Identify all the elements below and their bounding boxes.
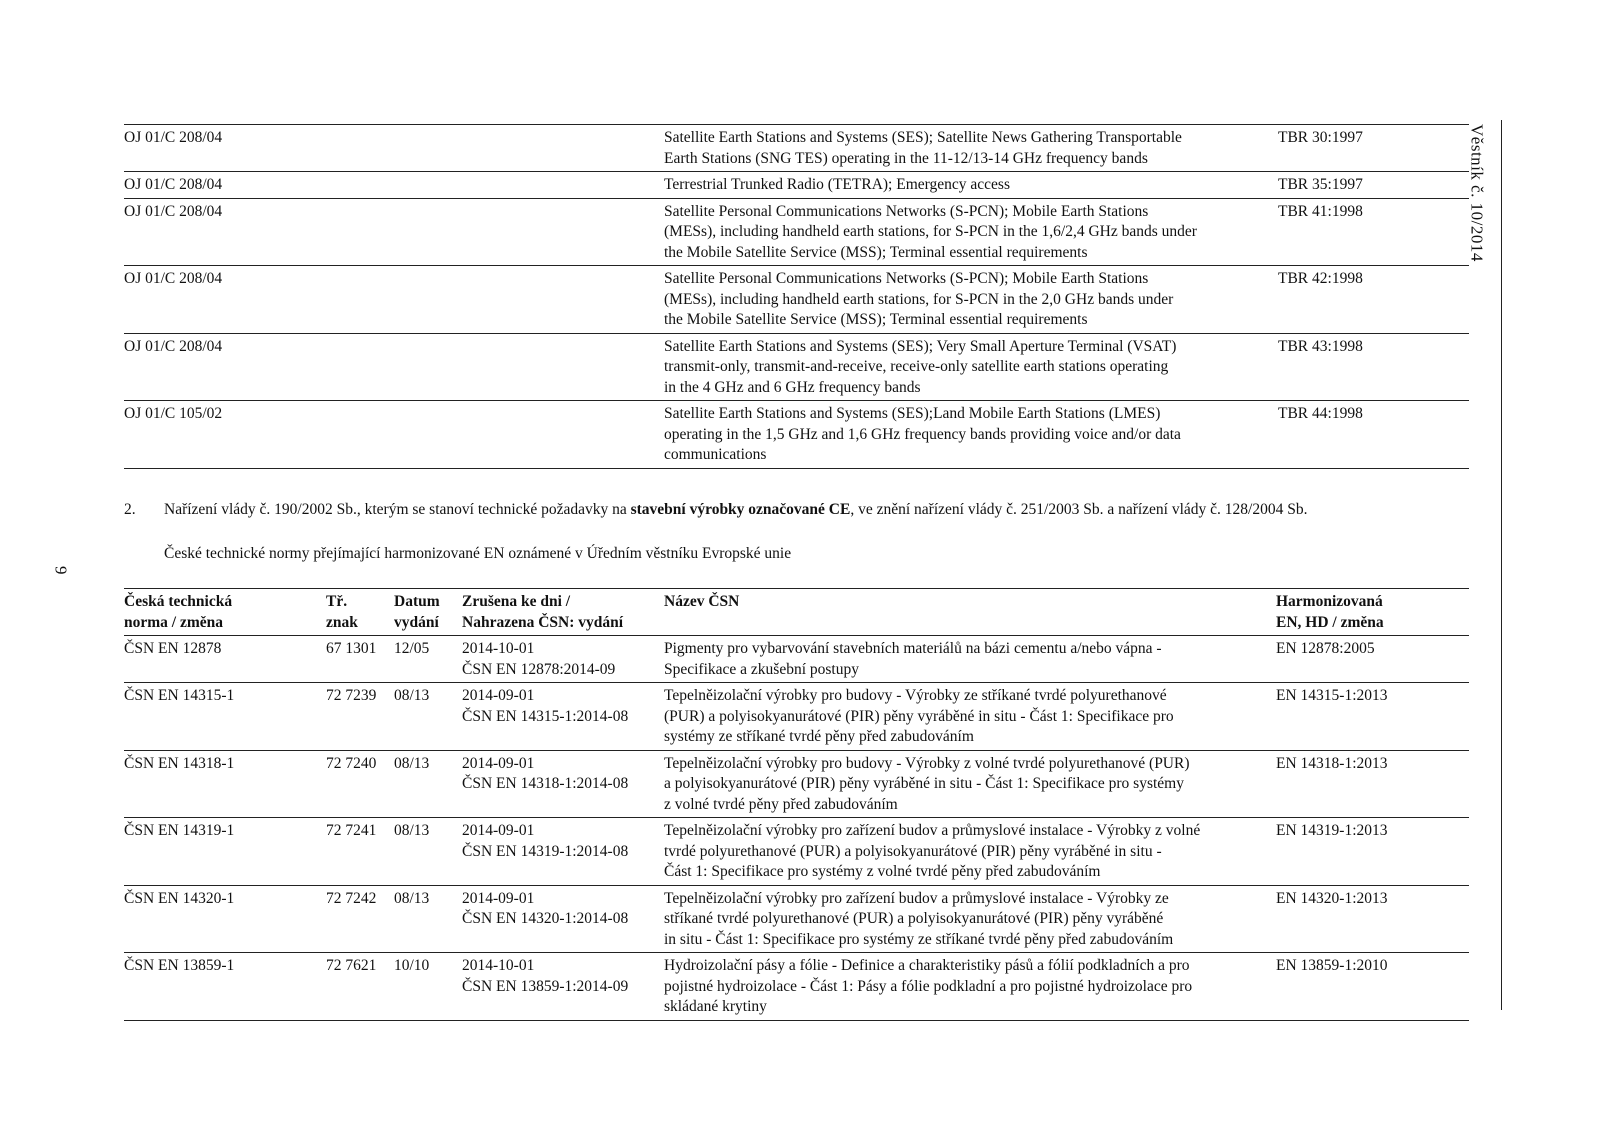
class-mark-cell: 72 7621 — [326, 953, 394, 1021]
class-mark-cell: 72 7240 — [326, 750, 394, 818]
harmonized-en-cell: EN 14318-1:2013 — [1276, 750, 1469, 818]
table-row — [124, 266, 1469, 334]
issue-date-cell: 12/05 — [394, 640, 430, 657]
upper-table-body — [124, 125, 1469, 469]
norm-cell: ČSN EN 14315-1 — [124, 683, 326, 751]
header-nazev: Název ČSN — [664, 589, 1276, 636]
table-row — [124, 636, 1469, 683]
table-row — [124, 172, 1469, 199]
harmonized-en-cell: EN 14315-1:2013 — [1276, 683, 1469, 751]
oj-reference-cell: OJ 01/C 208/04 — [124, 172, 664, 199]
issue-date-cell: 08/13 — [394, 818, 462, 886]
csn-title-cell: Tepelněizolační výrobky pro zařízení budov a průmyslové instalace - Výrobky z volné tvrdé polyurethanové (PUR) a polyisokyanurátové (PIR) pěny vyráběné in situ - Část 1: Specifikace pro systémy z volné tvrdé pěny před zabudováním — [664, 818, 1276, 886]
issue-date-cell: 10/10 — [394, 953, 462, 1021]
section-text-before: Nařízení vlády č. 190/2002 Sb., kterým se stanoví technické požadavky na — [164, 501, 631, 518]
norm-cell: ČSN EN 14318-1 — [124, 750, 326, 818]
class-mark-cell: 72 7239 — [326, 683, 394, 751]
table-row — [124, 750, 1469, 818]
norm-cell: ČSN EN 12878 — [124, 640, 222, 657]
section-number: 2. — [124, 501, 136, 518]
csn-title-cell: Hydroizolační pásy a fólie - Definice a charakteristiky pásů a fólií podkladních a pro pojistné hydroizolace - Část 1: Pásy a fólie podkladní a pro pojistné hydroizolace pro skládané krytiny — [664, 953, 1276, 1021]
standard-code-cell: TBR 30:1997 — [1278, 129, 1363, 146]
harmonized-en-cell: EN 14319-1:2013 — [1276, 818, 1469, 886]
harmonized-en-cell: EN 14320-1:2013 — [1276, 885, 1469, 953]
section-2-paragraph — [124, 500, 1454, 521]
standard-title-cell: Satellite Personal Communications Networks (S-PCN); Mobile Earth Stations (MESs), including handheld earth stations, for S-PCN in the 2,0 GHz bands under the Mobile Satellite Service (MSS); Terminal essential requirements — [664, 266, 1278, 334]
upper-standards-table — [124, 124, 1469, 469]
csn-title-cell: Tepelněizolační výrobky pro budovy - Výrobky ze stříkané tvrdé polyurethanové (PUR) a polyisokyanurátové (PIR) pěny vyráběné in situ - Část 1: Specifikace pro systémy ze stříkané tvrdé pěny před zabudováním — [664, 683, 1276, 751]
withdrawn-cell: 2014-09-01 ČSN EN 14318-1:2014-08 — [462, 750, 664, 818]
section-text-after: , ve znění nařízení vlády č. 251/2003 Sb. a nařízení vlády č. 128/2004 Sb. — [850, 501, 1308, 518]
oj-reference-cell: OJ 01/C 105/02 — [124, 401, 664, 469]
standard-title-cell: Satellite Personal Communications Networks (S-PCN); Mobile Earth Stations (MESs), including handheld earth stations, for S-PCN in the 1,6/2,4 GHz bands under the Mobile Satellite Service (MSS); Terminal essential requirements — [664, 198, 1278, 266]
standard-code-cell: TBR 42:1998 — [1278, 266, 1469, 334]
table-row — [124, 683, 1469, 751]
standard-title-cell: Satellite Earth Stations and Systems (SES); Satellite News Gathering Transportable Earth Stations (SNG TES) operating in the 11-12/13-14 GHz frequency bands — [664, 129, 1182, 167]
withdrawn-cell: 2014-09-01 ČSN EN 14315-1:2014-08 — [462, 683, 664, 751]
side-divider — [1501, 120, 1502, 1010]
standard-code-cell: TBR 43:1998 — [1278, 333, 1469, 401]
section-text-bold: stavební výrobky označované CE — [630, 501, 851, 518]
norm-cell: ČSN EN 13859-1 — [124, 953, 326, 1021]
issue-date-cell: 08/13 — [394, 885, 462, 953]
standard-code-cell: TBR 44:1998 — [1278, 401, 1469, 469]
oj-reference-cell: OJ 01/C 208/04 — [124, 129, 223, 146]
standard-code-cell: TBR 35:1997 — [1278, 172, 1469, 199]
withdrawn-cell: 2014-10-01 ČSN EN 13859-1:2014-09 — [462, 953, 664, 1021]
journal-issue-label: Věstník č. 10/2014 — [1467, 124, 1487, 262]
header-datum: Datum vydání — [394, 589, 462, 636]
table-row — [124, 333, 1469, 401]
table-row — [124, 818, 1469, 886]
norm-cell: ČSN EN 14319-1 — [124, 818, 326, 886]
header-row — [124, 589, 1469, 636]
csn-title-cell: Tepelněizolační výrobky pro zařízení budov a průmyslové instalace - Výrobky ze stříkané tvrdé polyurethanové (PUR) a polyisokyanurátové (PIR) pěny vyráběné in situ - Část 1: Specifikace pro systémy ze stříkané tvrdé pěny před zabudováním — [664, 885, 1276, 953]
harmonized-en-cell: EN 12878:2005 — [1276, 640, 1375, 657]
table-row — [124, 401, 1469, 469]
oj-reference-cell: OJ 01/C 208/04 — [124, 198, 664, 266]
class-mark-cell: 72 7242 — [326, 885, 394, 953]
norm-cell: ČSN EN 14320-1 — [124, 885, 326, 953]
table-row — [124, 953, 1469, 1021]
oj-reference-cell: OJ 01/C 208/04 — [124, 266, 664, 334]
csn-table-header — [124, 589, 1469, 636]
issue-date-cell: 08/13 — [394, 750, 462, 818]
csn-title-cell: Pigmenty pro vybarvování stavebních materiálů na bázi cementu a/nebo vápna - Specifikace a zkušební postupy — [664, 640, 1162, 678]
standard-code-cell: TBR 41:1998 — [1278, 198, 1469, 266]
withdrawn-cell: 2014-09-01 ČSN EN 14319-1:2014-08 — [462, 818, 664, 886]
table-row — [124, 885, 1469, 953]
standard-title-cell: Satellite Earth Stations and Systems (SES);Land Mobile Earth Stations (LMES) operating in the 1,5 GHz and 1,6 GHz frequency bands providing voice and/or data communications — [664, 401, 1278, 469]
header-norm: Česká technická norma / změna — [124, 589, 326, 636]
section-subheading: České technické normy přejímající harmonizované EN oznámené v Úředním věstníku Evropské unie — [164, 545, 792, 562]
standard-title-cell: Satellite Earth Stations and Systems (SES); Very Small Aperture Terminal (VSAT) transmit-only, transmit-and-receive, receive-only satellite earth stations operating in the 4 GHz and 6 GHz frequency bands — [664, 333, 1278, 401]
header-harmonizovana: Harmonizovaná EN, HD / změna — [1276, 589, 1469, 636]
oj-reference-cell: OJ 01/C 208/04 — [124, 333, 664, 401]
standard-title-cell: Terrestrial Trunked Radio (TETRA); Emergency access — [664, 172, 1278, 199]
class-mark-cell: 72 7241 — [326, 818, 394, 886]
withdrawn-cell: 2014-10-01 ČSN EN 12878:2014-09 — [462, 640, 616, 678]
class-mark-cell: 67 1301 — [326, 640, 377, 657]
csn-title-cell: Tepelněizolační výrobky pro budovy - Výrobky z volné tvrdé polyurethanové (PUR) a polyisokyanurátové (PIR) pěny vyráběné in situ - Část 1: Specifikace pro systémy z volné tvrdé pěny před zabudováním — [664, 750, 1276, 818]
csn-table-body — [124, 636, 1469, 1021]
harmonized-en-cell: EN 13859-1:2010 — [1276, 953, 1469, 1021]
header-zrusena: Zrušena ke dni / Nahrazena ČSN: vydání — [462, 589, 664, 636]
table-row — [124, 125, 1469, 172]
csn-standards-table — [124, 588, 1469, 1021]
table-row — [124, 198, 1469, 266]
withdrawn-cell: 2014-09-01 ČSN EN 14320-1:2014-08 — [462, 885, 664, 953]
issue-date-cell: 08/13 — [394, 683, 462, 751]
header-znak: Tř. znak — [326, 589, 394, 636]
page-number: 9 — [51, 566, 71, 575]
